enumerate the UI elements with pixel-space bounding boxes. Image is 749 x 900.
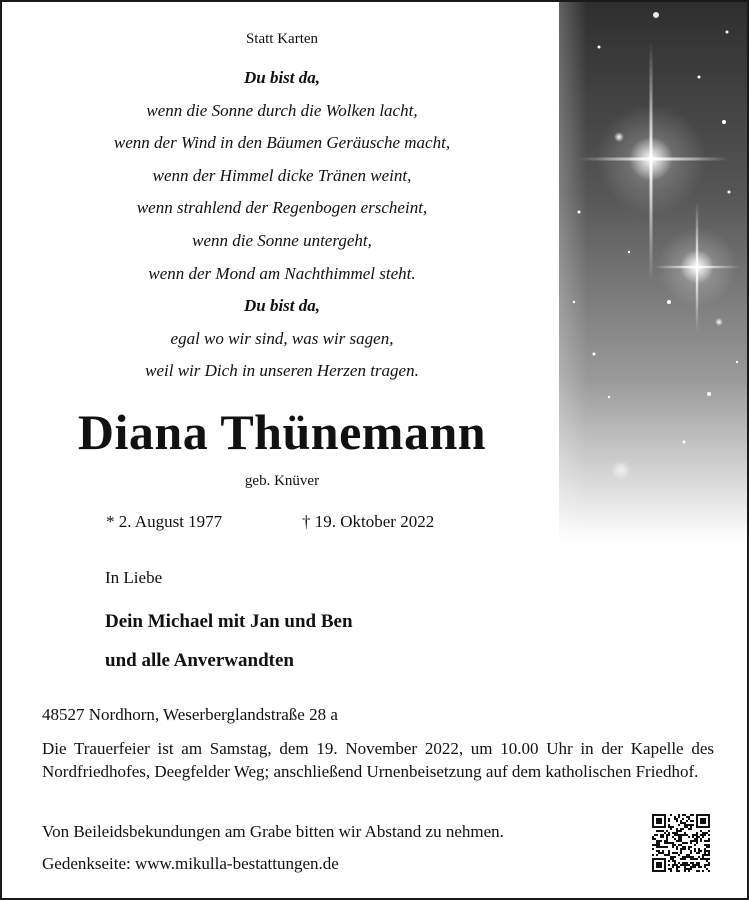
qr-code-icon[interactable] — [652, 814, 710, 872]
deceased-name: Diana Thünemann — [77, 404, 487, 460]
poem-line: wenn der Wind in den Bäumen Geräusche macht, — [113, 133, 451, 153]
poem-line: wenn die Sonne durch die Wolken lacht, — [146, 100, 418, 120]
poem-line: egal wo wir sind, was wir sagen, — [170, 328, 394, 348]
in-love-line: In Liebe — [105, 568, 163, 587]
address: 48527 Nordhorn, Weserberglandstraße 28 a — [42, 705, 338, 724]
poem — [2, 62, 562, 388]
poem-line: weil wir Dich in unseren Herzen tragen. — [145, 361, 419, 381]
condolence-note: Von Beileidsbekundungen am Grabe bitten wir Abstand zu nehmen. — [42, 822, 504, 841]
poem-line: wenn strahlend der Regenbogen erscheint, — [136, 198, 428, 218]
birth-date: * 2. August 1977 — [106, 512, 223, 531]
poem-line: Du bist da, — [243, 68, 321, 87]
mourners-family: Dein Michael mit Jan und Ben — [105, 611, 353, 632]
poem-line: wenn die Sonne untergeht, — [192, 230, 372, 250]
memorial-page-link[interactable]: Gedenkseite: www.mikulla-bestattungen.de — [42, 854, 339, 873]
starry-sky-image — [559, 2, 747, 542]
mourners-relatives: und alle Anverwandten — [105, 650, 294, 671]
poem-line: wenn der Mond am Nachthimmel steht. — [148, 263, 416, 283]
birth-name: geb. Knüver — [244, 473, 320, 489]
statt-karten-heading: Statt Karten — [245, 31, 319, 47]
service-info: Die Trauerfeier ist am Samstag, dem 19. November 2022, um 10.00 Uhr in der Kapelle des Nordfriedhofes, Deegfelder Weg; anschließend Urnenbeisetzung auf dem katholischen Friedhof. — [42, 739, 714, 781]
poem-line: wenn der Himmel dicke Tränen weint, — [152, 165, 412, 185]
death-date: † 19. Oktober 2022 — [302, 512, 435, 531]
poem-line: Du bist da, — [243, 296, 321, 316]
